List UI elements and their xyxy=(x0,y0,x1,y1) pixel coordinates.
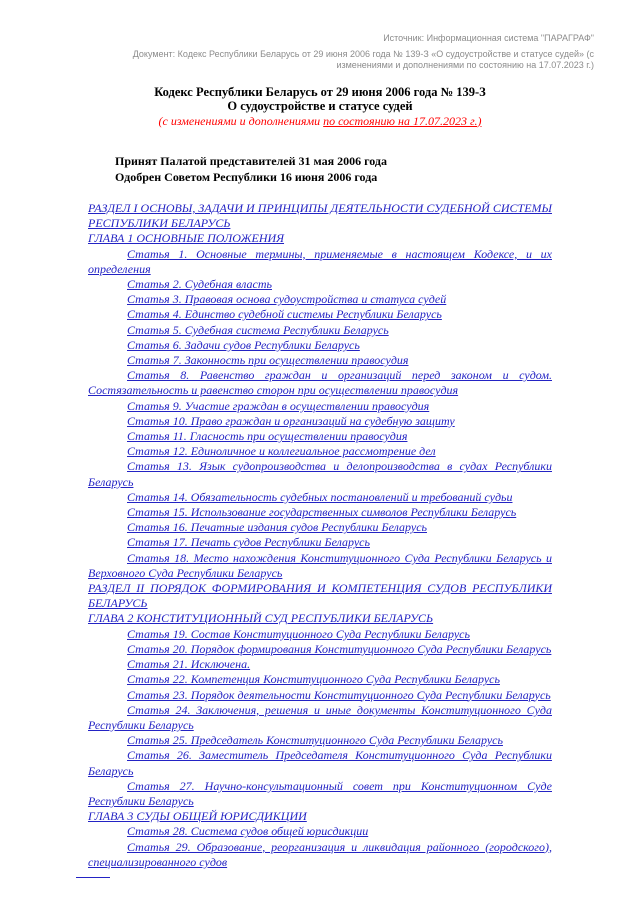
toc-entry-article xyxy=(88,535,552,550)
toc-entry-article xyxy=(88,657,552,672)
toc-link[interactable]: Статья 8. Равенство граждан и организаций перед законом и судом. Состязательность и равенство сторон при осуществлении правосудия xyxy=(88,368,552,398)
toc-link[interactable]: Статья 16. Печатные издания судов Республики Беларусь xyxy=(127,520,427,535)
toc-entry-article xyxy=(88,247,552,277)
toc-link[interactable]: Статья 29. Образование, реорганизация и ликвидация районного (городского), специализированного судов xyxy=(88,839,552,869)
toc-entry-chapter xyxy=(88,809,552,824)
toc-link[interactable]: Статья 1. Основные термины, применяемые в настоящем Кодексе, и их определения xyxy=(88,246,552,276)
toc-entry-chapter xyxy=(88,231,552,246)
truncated-link-fragment xyxy=(76,869,110,878)
toc-entry-section xyxy=(88,581,552,611)
toc-entry-article xyxy=(88,277,552,292)
toc-entry-chapter xyxy=(88,611,552,626)
amendment-note xyxy=(70,114,570,129)
toc-link[interactable]: Статья 13. Язык судопроизводства и делопроизводства в судах Республики Беларусь xyxy=(88,459,552,489)
toc-link[interactable]: Статья 18. Место нахождения Конституционного Суда Республики Беларусь и Верховного Суда Республики Беларусь xyxy=(88,550,552,580)
toc-entry-article xyxy=(88,748,552,778)
toc-link[interactable]: Статья 5. Судебная система Республики Беларусь xyxy=(127,322,389,337)
toc-entry-article xyxy=(88,551,552,581)
toc-entry-article xyxy=(88,399,552,414)
toc-link[interactable]: Статья 27. Научно-консультационный совет при Конституционном Суде Республики Беларусь xyxy=(88,778,552,808)
toc-link[interactable]: Статья 17. Печать судов Республики Беларусь xyxy=(127,535,370,550)
toc-link[interactable]: Статья 20. Порядок формирования Конституционного Суда Республики Беларусь xyxy=(127,641,552,656)
toc-entry-article xyxy=(88,490,552,505)
toc-entry-article xyxy=(88,414,552,429)
toc-link[interactable]: ГЛАВА 2 КОНСТИТУЦИОННЫЙ СУД РЕСПУБЛИКИ БЕЛАРУСЬ xyxy=(88,611,434,626)
toc-link[interactable]: Статья 7. Законность при осуществлении правосудия xyxy=(127,353,409,368)
toc-entry-article xyxy=(88,779,552,809)
toc-entry-article xyxy=(88,672,552,687)
toc-link[interactable]: Статья 22. Компетенция Конституционного Суда Республики Беларусь xyxy=(127,672,500,687)
toc-entry-article xyxy=(88,429,552,444)
toc-link[interactable]: Статья 25. Председатель Конституционного Суда Республики Беларусь xyxy=(127,733,503,748)
toc-link[interactable]: Статья 4. Единство судебной системы Республики Беларусь xyxy=(127,307,442,322)
toc-entry-section xyxy=(88,201,552,231)
title-block xyxy=(70,85,570,129)
adoption-block xyxy=(115,154,552,185)
toc-link[interactable]: Статья 28. Система судов общей юрисдикции xyxy=(127,824,369,839)
toc-link[interactable]: Статья 2. Судебная власть xyxy=(127,277,272,292)
amendment-note-prefix: (с изменениями и дополнениями xyxy=(158,113,324,128)
toc-link[interactable]: Статья 24. Заключения, решения и иные документы Конституционного Суда Республики Беларусь xyxy=(88,702,552,732)
toc-link[interactable]: ГЛАВА 1 ОСНОВНЫЕ ПОЛОЖЕНИЯ xyxy=(88,231,285,246)
toc-entry-article xyxy=(88,323,552,338)
toc-entry-article xyxy=(88,368,552,398)
toc-entry-article xyxy=(88,292,552,307)
toc-entry-article xyxy=(88,520,552,535)
toc-link[interactable]: Статья 10. Право граждан и организаций на судебную защиту xyxy=(127,413,455,428)
toc-entry-article xyxy=(88,642,552,657)
toc-entry-article xyxy=(88,824,552,839)
toc-entry-article xyxy=(88,444,552,459)
document-subtitle: О судоустройстве и статусе судей xyxy=(227,99,413,113)
amendment-date-link[interactable]: по состоянию на 17.07.2023 г.) xyxy=(323,113,482,128)
toc-entry-article xyxy=(88,627,552,642)
toc-link[interactable]: РАЗДЕЛ I ОСНОВЫ, ЗАДАЧИ И ПРИНЦИПЫ ДЕЯТЕЛЬНОСТИ СУДЕБНОЙ СИСТЕМЫ РЕСПУБЛИКИ БЕЛАРУСЬ xyxy=(88,201,552,231)
toc-entry-article xyxy=(88,733,552,748)
adoption-line-1: Принят Палатой представителей 31 мая 2006 года xyxy=(115,154,387,168)
toc-entry-article xyxy=(88,353,552,368)
document-title: Кодекс Республики Беларусь от 29 июня 2006 года № 139-З xyxy=(154,84,486,99)
document-info-line: Документ: Кодекс Республики Беларусь от 29 июня 2006 года № 139-З «О судоустройстве и статусе судей» (с изменениями и дополнениями по состоянию на 17.07.2023 г.) xyxy=(132,48,594,70)
toc-link[interactable]: Статья 21. Исключена. xyxy=(127,657,251,672)
toc-link[interactable]: Статья 3. Правовая основа судоустройства и статуса судей xyxy=(127,292,447,307)
toc-link[interactable]: Статья 11. Гласность при осуществлении правосудия xyxy=(127,429,408,444)
toc-entry-article xyxy=(88,338,552,353)
toc-link[interactable]: РАЗДЕЛ II ПОРЯДОК ФОРМИРОВАНИЯ И КОМПЕТЕНЦИЯ СУДОВ РЕСПУБЛИКИ БЕЛАРУСЬ xyxy=(88,581,552,611)
toc-link[interactable]: Статья 15. Использование государственных символов Республики Беларусь xyxy=(127,505,517,520)
toc-link[interactable]: Статья 19. Состав Конституционного Суда Республики Беларусь xyxy=(127,626,470,641)
toc-link[interactable]: Статья 26. Заместитель Председателя Конституционного Суда Республики Беларусь xyxy=(88,748,552,778)
toc-link[interactable]: Статья 23. Порядок деятельности Конституционного Суда Республики Беларусь xyxy=(127,687,551,702)
toc-link[interactable]: Статья 9. Участие граждан в осуществлении правосудия xyxy=(127,398,430,413)
toc-link[interactable]: ГЛАВА 3 СУДЫ ОБЩЕЙ ЮРИСДИКЦИИ xyxy=(88,809,307,824)
toc-entry-article xyxy=(88,703,552,733)
adoption-line-2: Одобрен Советом Республики 16 июня 2006 года xyxy=(115,169,378,184)
toc-link[interactable]: Статья 14. Обязательность судебных постановлений и требований судьи xyxy=(127,489,513,504)
toc-entry-article xyxy=(88,307,552,322)
toc-entry-article xyxy=(88,688,552,703)
toc-entry-article xyxy=(88,459,552,489)
toc-link[interactable]: Статья 12. Единоличное и коллегиальное рассмотрение дел xyxy=(127,444,436,459)
toc-entry-article xyxy=(88,505,552,520)
table-of-contents xyxy=(88,201,552,870)
toc-entry-article xyxy=(88,840,552,870)
toc-link[interactable]: Статья 6. Задачи судов Республики Беларусь xyxy=(127,337,360,352)
meta-header xyxy=(120,33,594,72)
document-source-line: Источник: Информационная система "ПАРАГРАФ" xyxy=(383,33,594,43)
